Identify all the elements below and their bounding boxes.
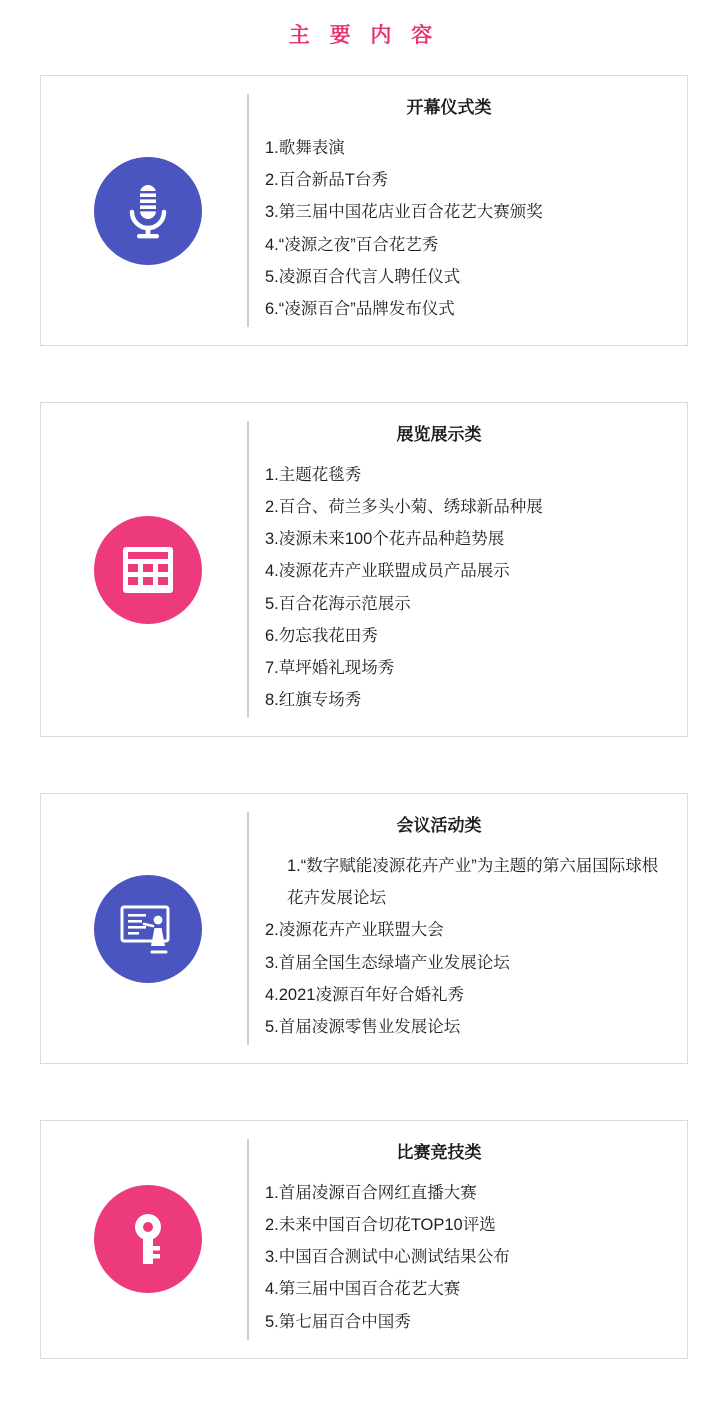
- list-item: 5.凌源百合代言人聘任仪式: [265, 267, 461, 286]
- presentation-icon: [94, 875, 202, 983]
- card-body: [247, 421, 673, 718]
- section-heading: 会议活动类: [396, 816, 482, 836]
- card-body: [247, 94, 673, 327]
- list-item: 3.第三届中国花店业百合花艺大赛颁奖: [265, 203, 543, 222]
- list-item: 4.“凌源之夜”百合花艺秀: [265, 235, 439, 254]
- microphone-icon: [94, 157, 202, 265]
- list-item: 2.百合、荷兰多头小菊、绣球新品种展: [265, 498, 543, 517]
- list-item: 5.第七届百合中国秀: [265, 1312, 411, 1331]
- page-title: 主 要 内 容: [288, 24, 440, 47]
- icon-column: [49, 421, 247, 718]
- icon-column: [49, 1139, 247, 1340]
- list-item: 1.首届凌源百合网红直播大赛: [265, 1183, 477, 1202]
- section-list: [265, 459, 673, 716]
- section-card-opening-ceremony: [40, 75, 688, 346]
- list-item: 4.第三届中国百合花艺大赛: [265, 1280, 461, 1299]
- section-card-competition: [40, 1120, 688, 1359]
- list-item: 2.未来中国百合切花TOP10评选: [265, 1216, 496, 1235]
- section-list: [265, 850, 673, 1043]
- list-item: 3.首届全国生态绿墙产业发展论坛: [265, 953, 510, 972]
- list-item: 6.勿忘我花田秀: [265, 626, 378, 645]
- card-body: [247, 1139, 673, 1340]
- section-list: [265, 132, 673, 325]
- list-item: 1.“数字赋能凌源花卉产业”为主题的第六届国际球根花卉发展论坛: [287, 857, 659, 908]
- list-item: 2.百合新品T台秀: [265, 171, 388, 190]
- calendar-icon: [94, 516, 202, 624]
- icon-column: [49, 94, 247, 327]
- section-heading: 展览展示类: [396, 425, 482, 445]
- list-item: 3.中国百合测试中心测试结果公布: [265, 1248, 510, 1267]
- list-item: 4.凌源花卉产业联盟成员产品展示: [265, 562, 510, 581]
- card-body: [247, 812, 673, 1045]
- list-item: 3.凌源未来100个花卉品种趋势展: [265, 530, 505, 549]
- section-heading: 开幕仪式类: [406, 98, 492, 118]
- section-card-conference: [40, 793, 688, 1064]
- list-item: 1.主题花毯秀: [265, 465, 362, 484]
- section-list: [265, 1177, 673, 1338]
- list-item: 6.“凌源百合”品牌发布仪式: [265, 299, 455, 318]
- list-item: 5.百合花海示范展示: [265, 594, 411, 613]
- list-item: 1.歌舞表演: [265, 139, 345, 158]
- list-item: 8.红旗专场秀: [265, 691, 362, 710]
- section-heading: 比赛竞技类: [396, 1143, 482, 1163]
- list-item: 7.草坪婚礼现场秀: [265, 658, 395, 677]
- list-item: 5.首届凌源零售业发展论坛: [265, 1017, 461, 1036]
- icon-column: [49, 812, 247, 1045]
- list-item: 4.2021凌源百年好合婚礼秀: [265, 985, 464, 1004]
- list-item: 2.凌源花卉产业联盟大会: [265, 921, 444, 940]
- section-card-exhibition: [40, 402, 688, 737]
- key-icon: [94, 1185, 202, 1293]
